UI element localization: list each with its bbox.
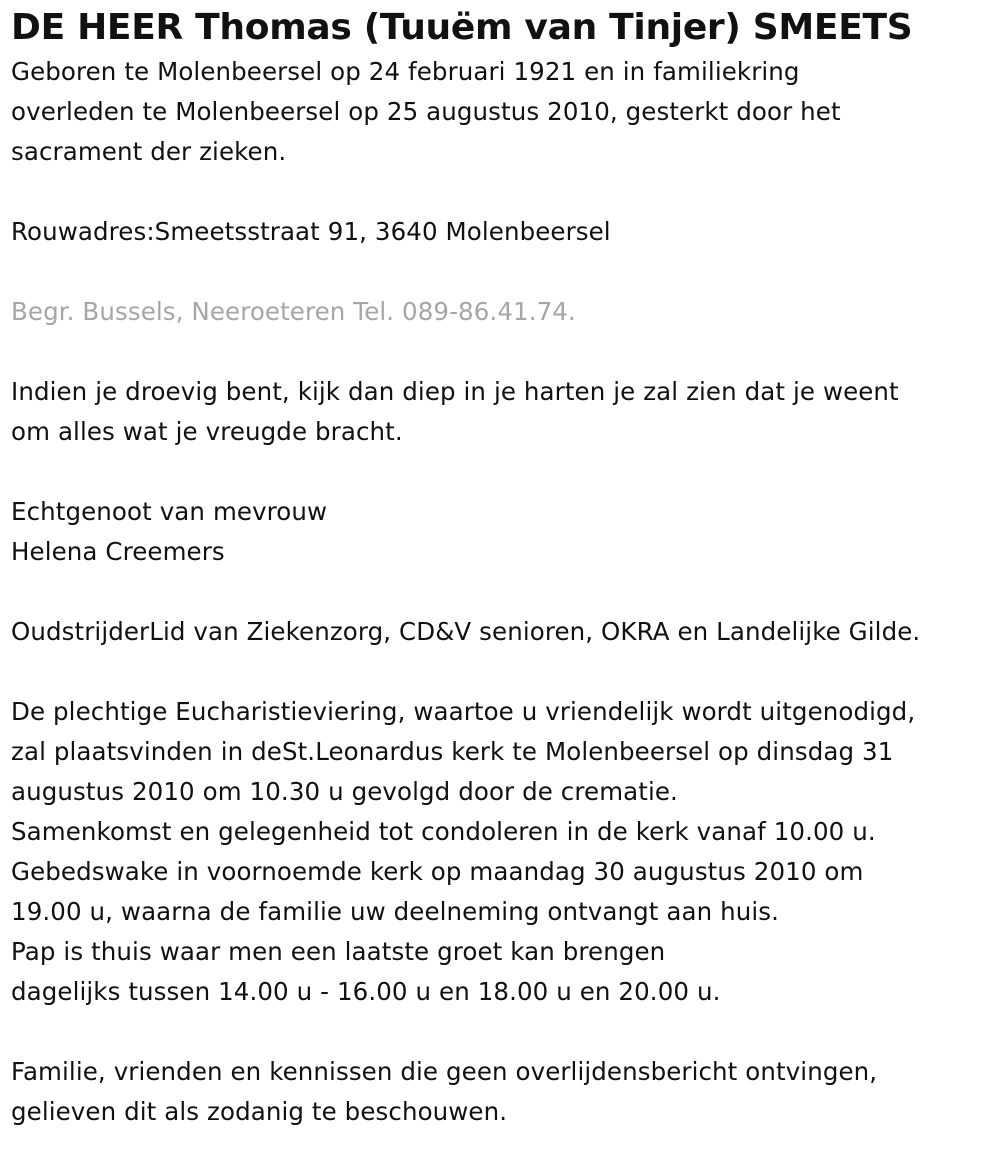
text-line: gelieven dit als zodanig te beschouwen. — [11, 1097, 508, 1126]
text-line: Familie, vrienden en kennissen die geen overlijdensbericht ontvingen, — [11, 1057, 878, 1086]
spouse-paragraph — [11, 492, 1000, 572]
text-line: dagelijks tussen 14.00 u - 16.00 u en 18.00 u en 20.00 u. — [11, 977, 721, 1006]
text-line: zal plaatsvinden in deSt.Leonardus kerk te Molenbeersel op dinsdag 31 — [11, 737, 894, 766]
text-line: OudstrijderLid van Ziekenzorg, CD&V senioren, OKRA en Landelijke Gilde. — [11, 617, 921, 646]
address-line: Rouwadres:Smeetsstraat 91, 3640 Molenbeersel — [11, 217, 611, 246]
text-line: augustus 2010 om 10.30 u gevolgd door de crematie. — [11, 777, 678, 806]
birth-death-paragraph — [11, 52, 1000, 172]
text-line: overleden te Molenbeersel op 25 augustus 2010, gesterkt door het — [11, 97, 841, 126]
funeral-home-line: Begr. Bussels, Neeroeteren Tel. 089-86.41.74. — [11, 297, 576, 326]
mourning-address — [11, 212, 1000, 252]
text-line: Pap is thuis waar men een laatste groet kan brengen — [11, 937, 666, 966]
text-line: Samenkomst en gelegenheid tot condoleren in de kerk vanaf 10.00 u. — [11, 817, 876, 846]
spouse-name: Helena Creemers — [11, 537, 225, 566]
text-line: 19.00 u, waarna de familie uw deelneming ontvangt aan huis. — [11, 897, 780, 926]
ceremony-paragraph — [11, 692, 1000, 1012]
text-line: om alles wat je vreugde bracht. — [11, 417, 403, 446]
text-line: sacrament der zieken. — [11, 137, 287, 166]
text-line: Gebedswake in voornoemde kerk op maandag 30 augustus 2010 om — [11, 857, 864, 886]
closing-paragraph — [11, 1052, 1000, 1132]
deceased-name-title: DE HEER Thomas (Tuuëm van Tinjer) SMEETS — [11, 7, 913, 48]
memberships-paragraph — [11, 612, 1000, 652]
text-line: Echtgenoot van mevrouw — [11, 497, 328, 526]
poem-paragraph — [11, 372, 1000, 452]
funeral-home-info — [11, 292, 1000, 332]
text-line: De plechtige Eucharistieviering, waartoe u vriendelijk wordt uitgenodigd, — [11, 697, 916, 726]
text-line: Geboren te Molenbeersel op 24 februari 1921 en in familiekring — [11, 57, 800, 86]
text-line: Indien je droevig bent, kijk dan diep in je harten je zal zien dat je weent — [11, 377, 899, 406]
